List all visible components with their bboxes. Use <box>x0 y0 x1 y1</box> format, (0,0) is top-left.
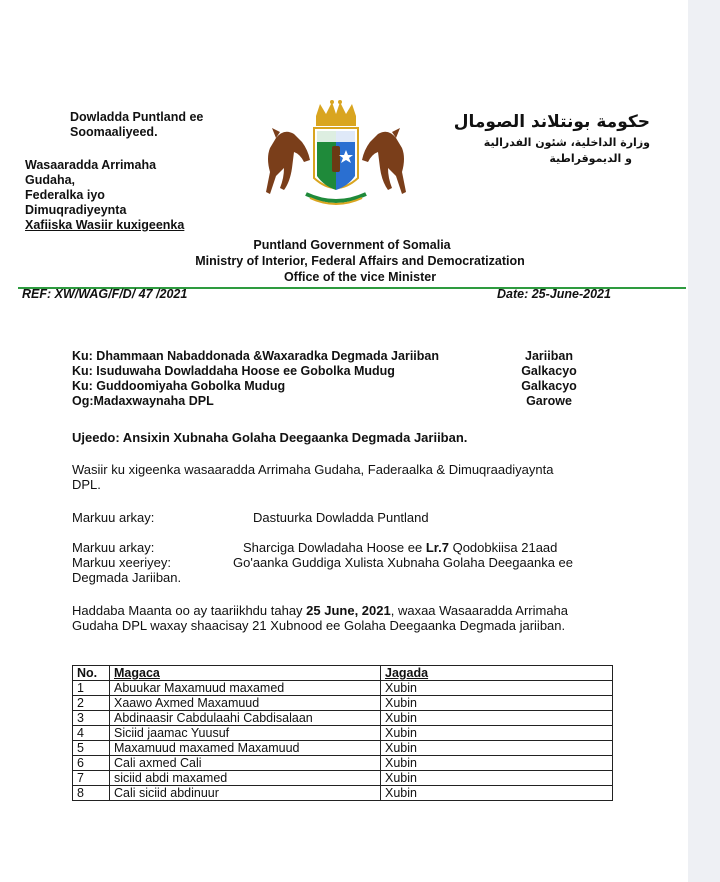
markuu-value: Go'aanka Guddiga Xulista Xubnaha Golaha Deegaanka ee <box>233 555 574 570</box>
recipient-label: Og:Madaxwaynaha DPL <box>72 394 214 408</box>
markuu-value-text: Qodobkiisa 21aad <box>448 540 558 555</box>
header-left-line: Wasaaradda Arrimaha <box>25 158 157 172</box>
member-name: Siciid jaamac Yuusuf <box>110 726 381 741</box>
law-number: Lr.7 <box>425 540 449 555</box>
member-role: Xubin <box>381 771 613 786</box>
recipient-label: Ku: Guddoomiyaha Gobolka Mudug <box>72 379 286 393</box>
decision-line: Gudaha DPL waxay shaacisay 21 Xubnood ee Golaha Deegaanka Degmada jariiban. <box>72 618 566 633</box>
markuu-label: Markuu arkay: <box>72 540 155 555</box>
table-row <box>73 771 613 786</box>
decision-text: , waxaa Wasaaradda Arrimaha <box>390 603 569 618</box>
recipient-place: Jariiban <box>525 349 573 363</box>
member-role: Xubin <box>381 681 613 696</box>
ministry-left-block <box>25 158 184 233</box>
table-row <box>73 711 613 726</box>
subject-line: Ujeedo: Ansixin Xubnaha Golaha Deegaanka Degmada Jariiban. <box>72 430 468 445</box>
table-row <box>73 681 613 696</box>
reference-number: REF: XW/WAG/F/D/ 47 /2021 <box>22 287 188 301</box>
header-left-line: Dowladda Puntland ee <box>70 110 204 124</box>
decision-paragraph <box>72 603 568 633</box>
decision-line <box>72 603 568 618</box>
member-name: Cali siciid abdinuur <box>110 786 381 801</box>
header-center-line3: Office of the vice Minister <box>283 270 437 284</box>
table-row <box>73 741 613 756</box>
header-left-block <box>70 110 203 140</box>
row-number: 1 <box>73 681 110 696</box>
decision-date: 25 June, 2021 <box>306 603 391 618</box>
header-center-line2: Ministry of Interior, Federal Affairs and Democratization <box>195 254 525 268</box>
header-center-line1: Puntland Government of Somalia <box>253 238 451 252</box>
recipient-label: Ku: Dhammaan Nabaddonada &Waxaradka Degmada Jariiban <box>72 349 439 363</box>
row-number: 8 <box>73 786 110 801</box>
arabic-header-line: وزارة الداخلية، شئون الفدرالية <box>483 136 650 149</box>
row-number: 3 <box>73 711 110 726</box>
intro-line: DPL. <box>72 477 101 492</box>
row-number: 4 <box>73 726 110 741</box>
markuu-label: Markuu arkay: <box>72 510 155 525</box>
recipient-place: Galkacyo <box>521 364 577 378</box>
row-number: 7 <box>73 771 110 786</box>
table-row <box>73 786 613 801</box>
header-left-line: Gudaha, <box>25 173 76 187</box>
member-role: Xubin <box>381 696 613 711</box>
row-number: 2 <box>73 696 110 711</box>
header-left-line: Dimuqradiyeynta <box>25 203 127 217</box>
member-name: Abdinaasir Cabdulaahi Cabdisalaan <box>110 711 381 726</box>
recipient-place: Galkacyo <box>521 379 577 393</box>
page-edge-background <box>688 0 720 882</box>
markuu-value: Dastuurka Dowladda Puntland <box>253 510 429 525</box>
member-name: Abuukar Maxamuud maxamed <box>110 681 381 696</box>
members-table <box>72 665 613 801</box>
recipient-places <box>514 349 584 409</box>
arabic-header-line: و الديموقراطية <box>549 152 632 165</box>
letter-date: Date: 25-June-2021 <box>497 287 611 301</box>
markuu-value-text: Sharciga Dowladaha Hoose ee <box>243 540 426 555</box>
intro-line: Wasiir ku xigeenka wasaaradda Arrimaha Gudaha, Faderaalka & Dimuqraadiyaynta <box>72 462 554 477</box>
markuu-value-cont: Degmada Jariiban. <box>72 570 182 585</box>
recipient-place: Garowe <box>526 394 572 408</box>
member-role: Xubin <box>381 741 613 756</box>
recipient-label: Ku: Isuduwaha Dowladdaha Hoose ee Gobolka Mudug <box>72 364 395 378</box>
member-name: Xaawo Axmed Maxamuud <box>110 696 381 711</box>
header-left-office: Xafiiska Wasiir kuxigeenka <box>25 218 185 232</box>
table-row <box>73 756 613 771</box>
member-role: Xubin <box>381 786 613 801</box>
member-name: Maxamuud maxamed Maxamuud <box>110 741 381 756</box>
markuu-label: Markuu xeeriyey: <box>72 555 171 570</box>
column-header-role: Jagada <box>381 666 613 681</box>
table-row <box>73 696 613 711</box>
intro-paragraph <box>72 462 554 492</box>
member-role: Xubin <box>381 756 613 771</box>
table-header-row <box>73 666 613 681</box>
coat-of-arms-icon <box>236 98 436 213</box>
markuu-value <box>243 540 557 555</box>
column-header-no: No. <box>73 666 110 681</box>
row-number: 6 <box>73 756 110 771</box>
header-left-line: Federalka iyo <box>25 188 105 202</box>
recipients-list <box>72 349 439 409</box>
table-row <box>73 726 613 741</box>
crown-icon <box>316 100 356 126</box>
decision-text: Haddaba Maanta oo ay taariikhdu tahay <box>72 603 307 618</box>
member-name: Cali axmed Cali <box>110 756 381 771</box>
arabic-header-title: حكومة بونتلاند الصومال <box>453 112 650 132</box>
header-left-line: Soomaaliyeed. <box>70 125 158 139</box>
row-number: 5 <box>73 741 110 756</box>
column-header-name: Magaca <box>110 666 381 681</box>
member-role: Xubin <box>381 726 613 741</box>
member-name: siciid abdi maxamed <box>110 771 381 786</box>
member-role: Xubin <box>381 711 613 726</box>
